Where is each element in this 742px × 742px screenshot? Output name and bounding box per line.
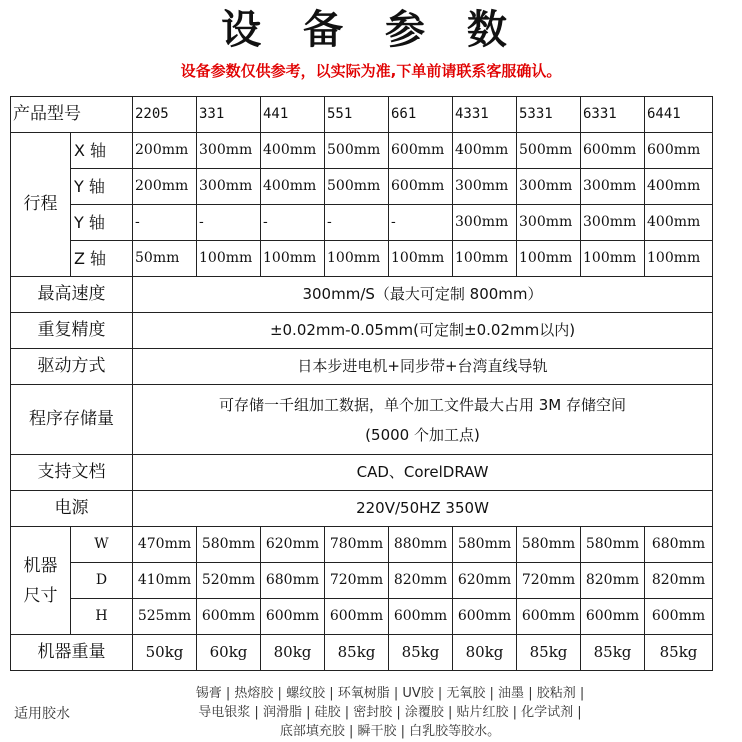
size-cell: 820mm	[645, 563, 713, 599]
spec-table-body	[11, 97, 713, 671]
model-cell: 4331	[453, 97, 517, 133]
size-cell: 580mm	[517, 527, 581, 563]
travel-label: 行程	[11, 133, 71, 277]
repeat-precision-label: 重复精度	[11, 313, 133, 349]
travel-cell: 50mm	[133, 241, 197, 277]
axis-label: Y 轴	[71, 169, 133, 205]
size-cell: 600mm	[389, 599, 453, 635]
repeat-precision-row	[11, 313, 713, 349]
model-label: 产品型号	[11, 97, 133, 133]
travel-cell: 500mm	[325, 169, 389, 205]
model-cell: 2205	[133, 97, 197, 133]
travel-row	[11, 205, 713, 241]
travel-cell: 100mm	[197, 241, 261, 277]
axis-label: X 轴	[71, 133, 133, 169]
travel-cell: 600mm	[389, 169, 453, 205]
formats-row	[11, 455, 713, 491]
spec-table	[10, 96, 713, 671]
size-cell: 470mm	[133, 527, 197, 563]
weight-cell: 80kg	[261, 635, 325, 671]
weight-row	[11, 635, 713, 671]
travel-cell: 300mm	[517, 205, 581, 241]
travel-cell: 300mm	[581, 169, 645, 205]
glue-line: 底部填充胶 | 瞬干胶 | 白乳胶等胶水。	[279, 724, 501, 739]
travel-cell: -	[325, 205, 389, 241]
model-row	[11, 97, 713, 133]
size-label-line-2: 尺寸	[23, 585, 58, 606]
size-cell: 600mm	[261, 599, 325, 635]
weight-cell: 85kg	[581, 635, 645, 671]
size-cell: 600mm	[645, 599, 713, 635]
size-cell: 680mm	[261, 563, 325, 599]
storage-row	[11, 385, 713, 455]
size-cell: 600mm	[581, 599, 645, 635]
repeat-precision-value: ±0.02mm-0.05mm(可定制±0.02mm以内)	[133, 313, 713, 349]
travel-cell: -	[389, 205, 453, 241]
model-cell: 6331	[581, 97, 645, 133]
travel-cell: 600mm	[645, 133, 713, 169]
travel-cell: 500mm	[325, 133, 389, 169]
travel-cell: -	[133, 205, 197, 241]
size-cell: 720mm	[325, 563, 389, 599]
size-cell: 600mm	[325, 599, 389, 635]
formats-label: 支持文档	[11, 455, 133, 491]
travel-cell: 100mm	[389, 241, 453, 277]
size-cell: 525mm	[133, 599, 197, 635]
size-cell: 620mm	[261, 527, 325, 563]
travel-cell: 100mm	[581, 241, 645, 277]
travel-cell: 300mm	[197, 169, 261, 205]
storage-value	[133, 385, 713, 455]
dim-label: H	[71, 599, 133, 635]
travel-cell: 400mm	[261, 169, 325, 205]
travel-row	[11, 133, 713, 169]
drive-value: 日本步进电机+同步带+台湾直线导轨	[133, 349, 713, 385]
travel-cell: 300mm	[197, 133, 261, 169]
dim-label: W	[71, 527, 133, 563]
drive-row	[11, 349, 713, 385]
size-cell: 600mm	[453, 599, 517, 635]
size-cell: 580mm	[197, 527, 261, 563]
max-speed-row	[11, 277, 713, 313]
travel-cell: 500mm	[517, 133, 581, 169]
storage-label: 程序存储量	[11, 385, 133, 455]
size-row	[11, 527, 713, 563]
size-label-line-1: 机器	[23, 555, 58, 576]
travel-cell: 400mm	[261, 133, 325, 169]
applicable-glue-label: 适用胶水	[14, 706, 70, 722]
travel-cell: -	[197, 205, 261, 241]
drive-label: 驱动方式	[11, 349, 133, 385]
travel-cell: 600mm	[581, 133, 645, 169]
size-cell: 520mm	[197, 563, 261, 599]
travel-cell: 300mm	[453, 169, 517, 205]
size-cell: 580mm	[453, 527, 517, 563]
glue-line: 导电银浆 | 润滑脂 | 硅胶 | 密封胶 | 涂覆胶 | 贴片红胶 | 化学试剂 |	[198, 705, 582, 720]
size-row	[11, 599, 713, 635]
model-cell: 551	[325, 97, 389, 133]
size-cell: 580mm	[581, 527, 645, 563]
weight-cell: 85kg	[517, 635, 581, 671]
travel-cell: 200mm	[133, 169, 197, 205]
size-label	[11, 527, 71, 635]
power-row	[11, 491, 713, 527]
travel-row	[11, 169, 713, 205]
weight-cell: 60kg	[197, 635, 261, 671]
travel-cell: 600mm	[389, 133, 453, 169]
page-title: 设 备 参 数	[221, 7, 521, 53]
size-cell: 880mm	[389, 527, 453, 563]
travel-cell: 300mm	[517, 169, 581, 205]
model-cell: 661	[389, 97, 453, 133]
model-cell: 441	[261, 97, 325, 133]
weight-cell: 80kg	[453, 635, 517, 671]
size-cell: 780mm	[325, 527, 389, 563]
weight-cell: 85kg	[645, 635, 713, 671]
max-speed-value: 300mm/S（最大可定制 800mm）	[133, 277, 713, 313]
size-cell: 820mm	[581, 563, 645, 599]
model-cell: 5331	[517, 97, 581, 133]
size-row	[11, 563, 713, 599]
travel-cell: 400mm	[645, 205, 713, 241]
formats-value: CAD、CorelDRAW	[133, 455, 713, 491]
travel-cell: 300mm	[581, 205, 645, 241]
axis-label: Z 轴	[71, 241, 133, 277]
size-cell: 680mm	[645, 527, 713, 563]
travel-cell: 100mm	[325, 241, 389, 277]
travel-cell: 100mm	[261, 241, 325, 277]
size-cell: 600mm	[197, 599, 261, 635]
power-value: 220V/50HZ 350W	[133, 491, 713, 527]
storage-line-2: (5000 个加工点)	[365, 425, 480, 444]
travel-cell: 100mm	[453, 241, 517, 277]
travel-cell: 100mm	[517, 241, 581, 277]
travel-cell: -	[261, 205, 325, 241]
weight-cell: 50kg	[133, 635, 197, 671]
applicable-glue-list	[150, 684, 630, 741]
size-cell: 720mm	[517, 563, 581, 599]
size-cell: 600mm	[517, 599, 581, 635]
disclaimer-notice: 设备参数仅供参考，以实际为准,下单前请联系客服确认。	[180, 62, 562, 80]
weight-label: 机器重量	[11, 635, 133, 671]
weight-cell: 85kg	[389, 635, 453, 671]
size-cell: 820mm	[389, 563, 453, 599]
travel-cell: 300mm	[453, 205, 517, 241]
travel-cell: 400mm	[645, 169, 713, 205]
power-label: 电源	[11, 491, 133, 527]
travel-row	[11, 241, 713, 277]
weight-cell: 85kg	[325, 635, 389, 671]
model-cell: 6441	[645, 97, 713, 133]
storage-line-1: 可存储一千组加工数据，单个加工文件最大占用 3M 存储空间	[218, 395, 627, 414]
size-cell: 410mm	[133, 563, 197, 599]
max-speed-label: 最高速度	[11, 277, 133, 313]
dim-label: D	[71, 563, 133, 599]
travel-cell: 200mm	[133, 133, 197, 169]
size-cell: 620mm	[453, 563, 517, 599]
glue-line: 锡膏 | 热熔胶 | 螺纹胶 | 环氧树脂 | UV胶 | 无氧胶 | 油墨 | 胶粘剂 |	[195, 686, 585, 701]
travel-cell: 100mm	[645, 241, 713, 277]
model-cell: 331	[197, 97, 261, 133]
axis-label: Y 轴	[71, 205, 133, 241]
travel-cell: 400mm	[453, 133, 517, 169]
